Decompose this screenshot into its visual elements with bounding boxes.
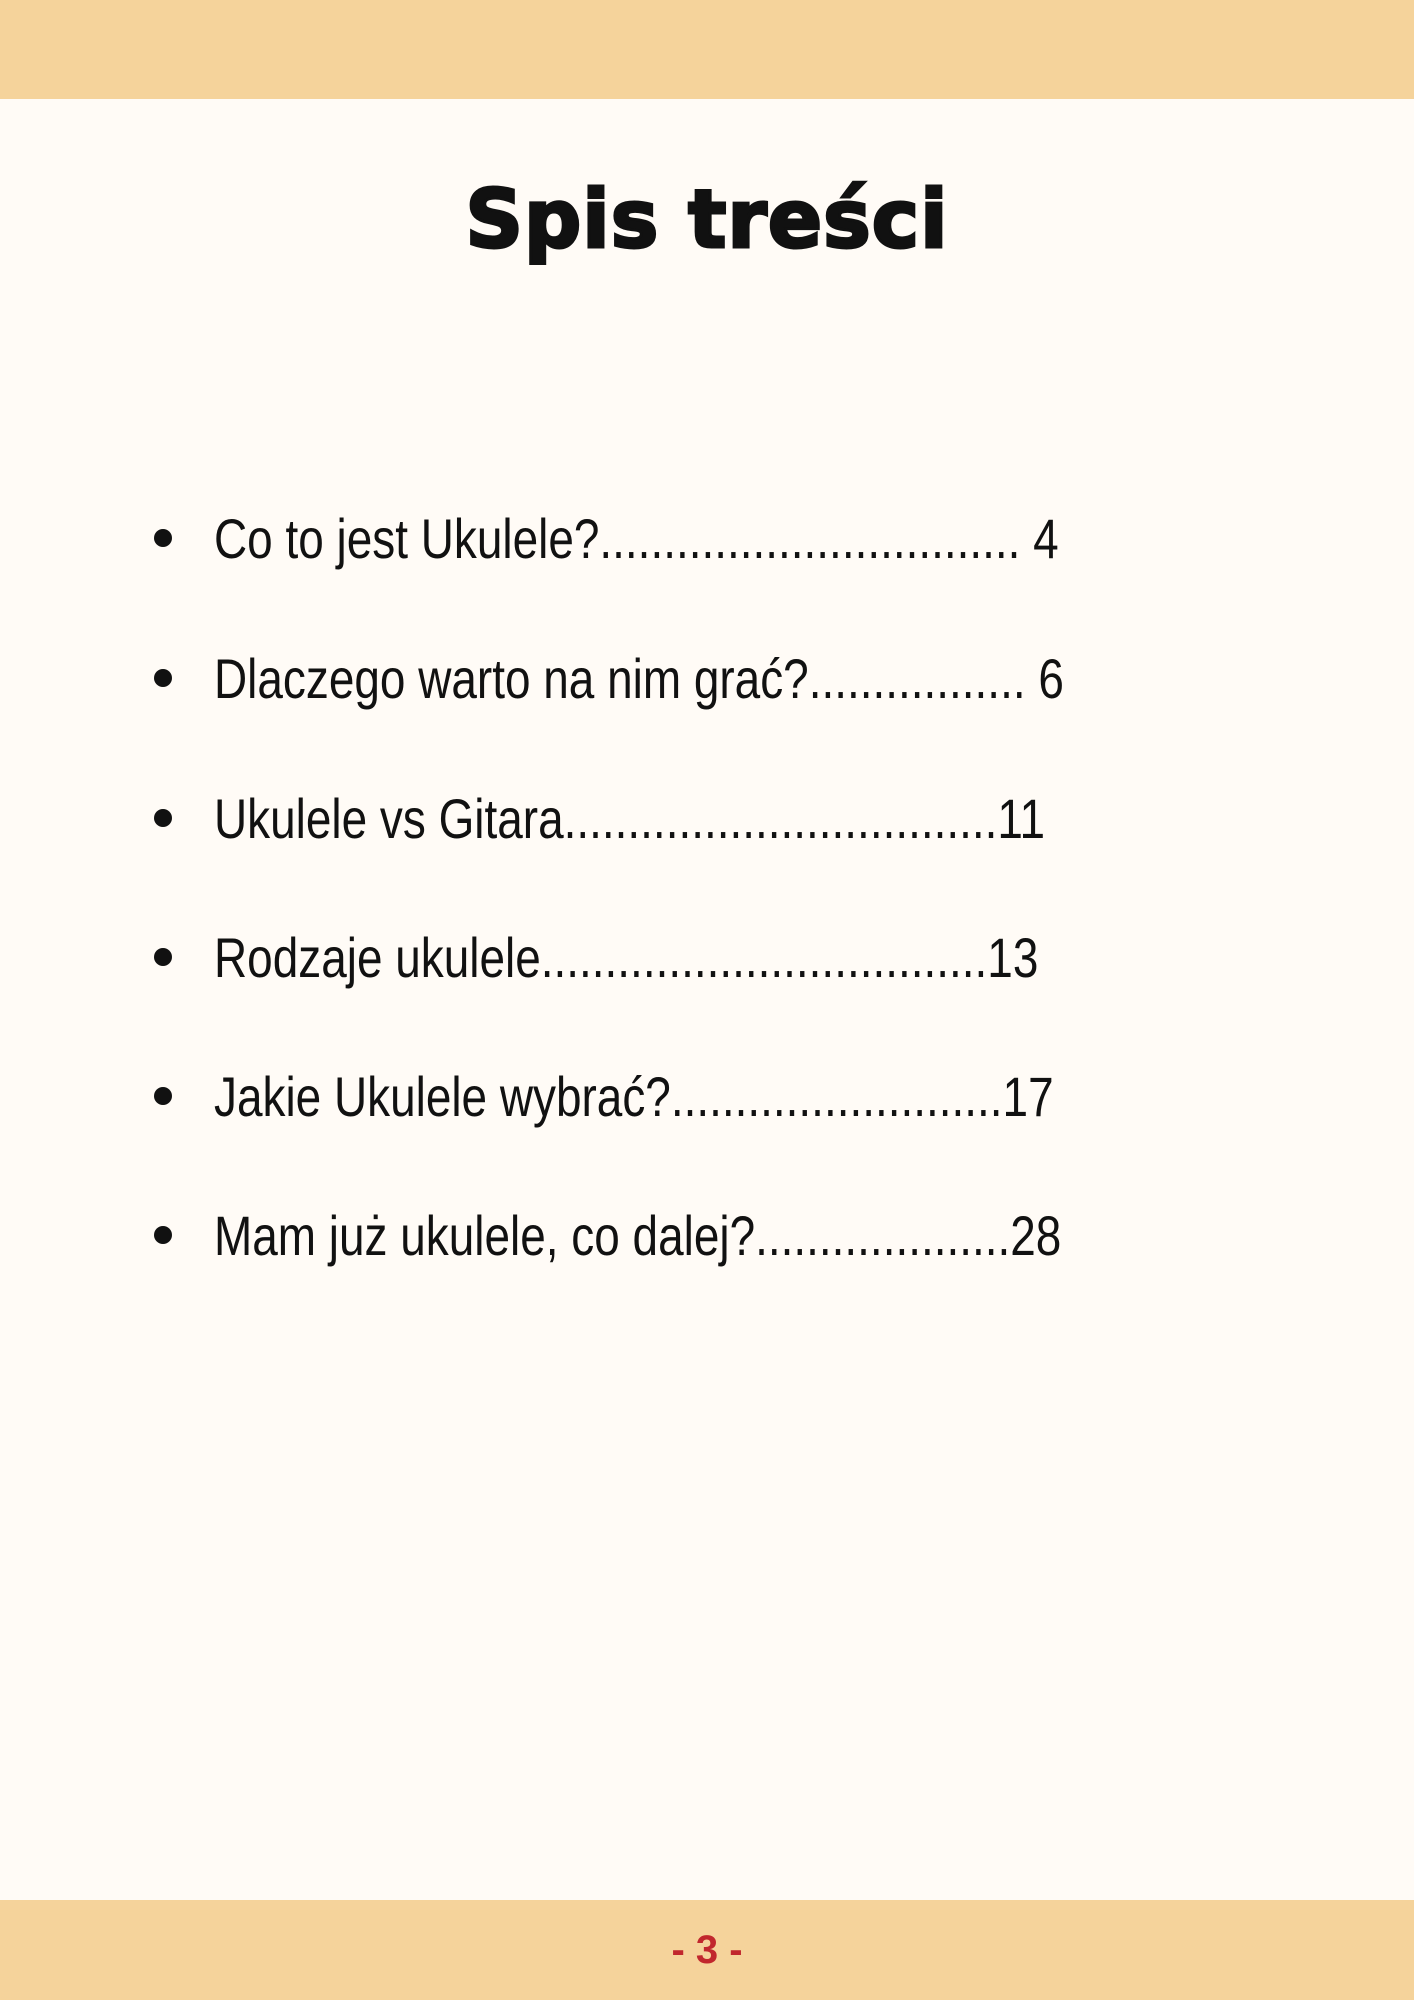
- toc-entry-text: Ukulele vs Gitara..................................11: [214, 786, 1046, 850]
- toc-entry-text: Jakie Ukulele wybrać?..........................17: [214, 1064, 1054, 1128]
- toc-entry-text: Rodzaje ukulele...................................13: [214, 925, 1039, 989]
- toc-entry-text: Co to jest Ukulele?................................. 4: [214, 506, 1059, 570]
- bullet-icon: [154, 669, 172, 687]
- page-title: Spis treści: [465, 173, 949, 266]
- toc-entry-text: Dlaczego warto na nim grać?................. 6: [214, 646, 1064, 710]
- toc-item-ukulele-types: [140, 912, 1230, 1002]
- bullet-icon: [154, 1087, 172, 1105]
- toc-item-what-next: [140, 1190, 1230, 1280]
- toc-item-why-play: [140, 633, 1230, 723]
- toc-item-which-ukulele: [140, 1051, 1230, 1141]
- bullet-icon: [154, 948, 172, 966]
- toc-item-what-is-ukulele: [140, 493, 1230, 583]
- toc-item-ukulele-vs-guitar: [140, 773, 1230, 863]
- toc-entry-text: Mam już ukulele, co dalej?....................28: [214, 1203, 1062, 1267]
- bullet-icon: [154, 529, 172, 547]
- bullet-icon: [154, 809, 172, 827]
- page-number: - 3 -: [671, 1928, 743, 1972]
- bullet-icon: [154, 1226, 172, 1244]
